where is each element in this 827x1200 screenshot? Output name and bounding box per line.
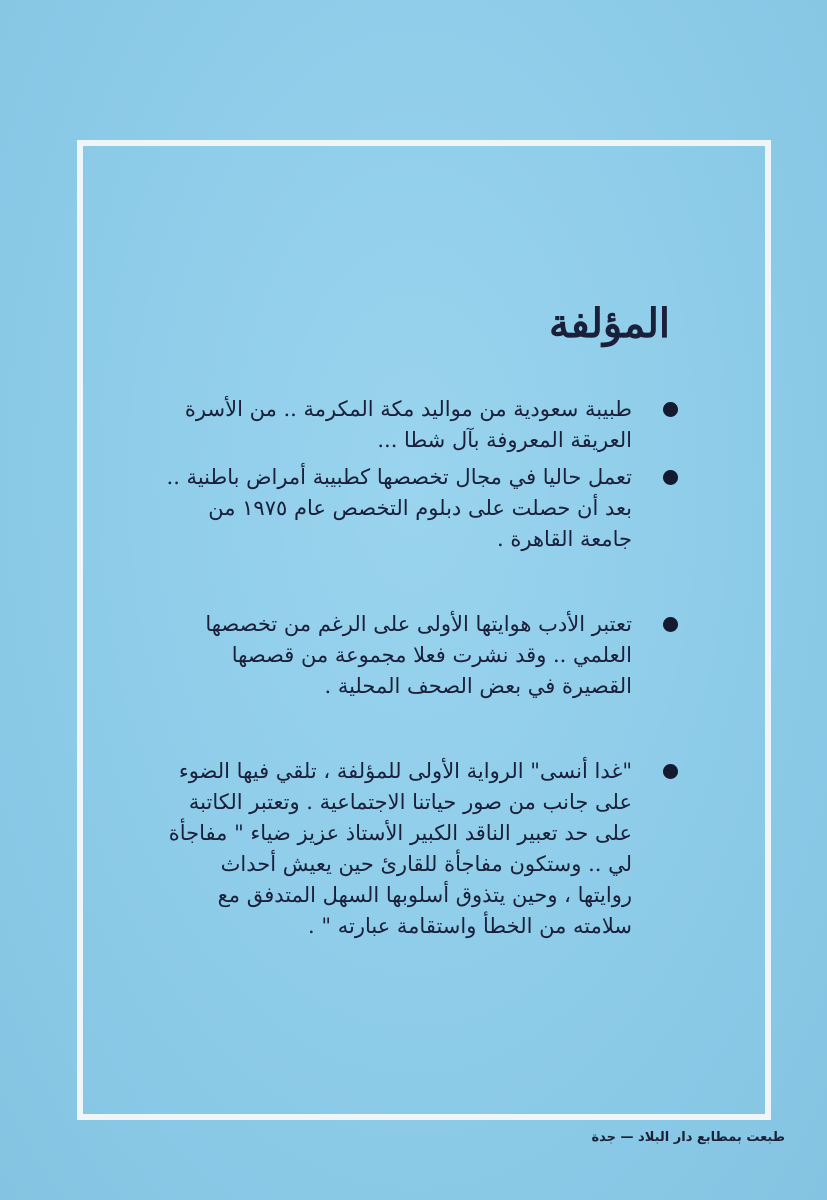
printer-credit: طبعت بمطابع دار البلاد — جدة bbox=[591, 1130, 785, 1145]
bullet-icon bbox=[663, 764, 678, 779]
bullet-icon bbox=[663, 470, 678, 485]
author-bio bbox=[160, 300, 680, 942]
bullet-icon bbox=[663, 617, 678, 632]
bio-list bbox=[160, 394, 680, 942]
bio-item bbox=[160, 394, 680, 456]
bio-item-text: تعتبر الأدب هوايتها الأولى على الرغم من تخصصها العلمي .. وقد نشرت فعلا مجموعة من قصصها القصيرة في بعض الصحف المحلية . bbox=[205, 612, 632, 698]
bio-item bbox=[160, 609, 680, 702]
bio-item-text: "غدا أنسى" الرواية الأولى للمؤلفة ، تلقي فيها الضوء على جانب من صور حياتنا الاجتماعية . وتعتبر الكاتبة على حد تعبير الناقد الكبير الأستاذ عزيز ضياء " مفاجأة لي .. وستكون مفاجأة للقارئ حين يعيش أحداث روايتها ، وحين يتذوق أسلوبها السهل المتدفق مع سلامته من الخطأ واستقامة عبارته " . bbox=[168, 759, 632, 938]
bio-item-text: تعمل حاليا في مجال تخصصها كطبيبة أمراض باطنية .. بعد أن حصلت على دبلوم التخصص عام ١٩٧٥ من جامعة القاهرة . bbox=[166, 465, 632, 551]
bio-item bbox=[160, 756, 680, 942]
bio-item-text: طبيبة سعودية من مواليد مكة المكرمة .. من الأسرة العريقة المعروفة بآل شطا ... bbox=[184, 397, 632, 452]
bio-item bbox=[160, 462, 680, 555]
bio-title: المؤلفة bbox=[549, 300, 670, 347]
bullet-icon bbox=[663, 402, 678, 417]
